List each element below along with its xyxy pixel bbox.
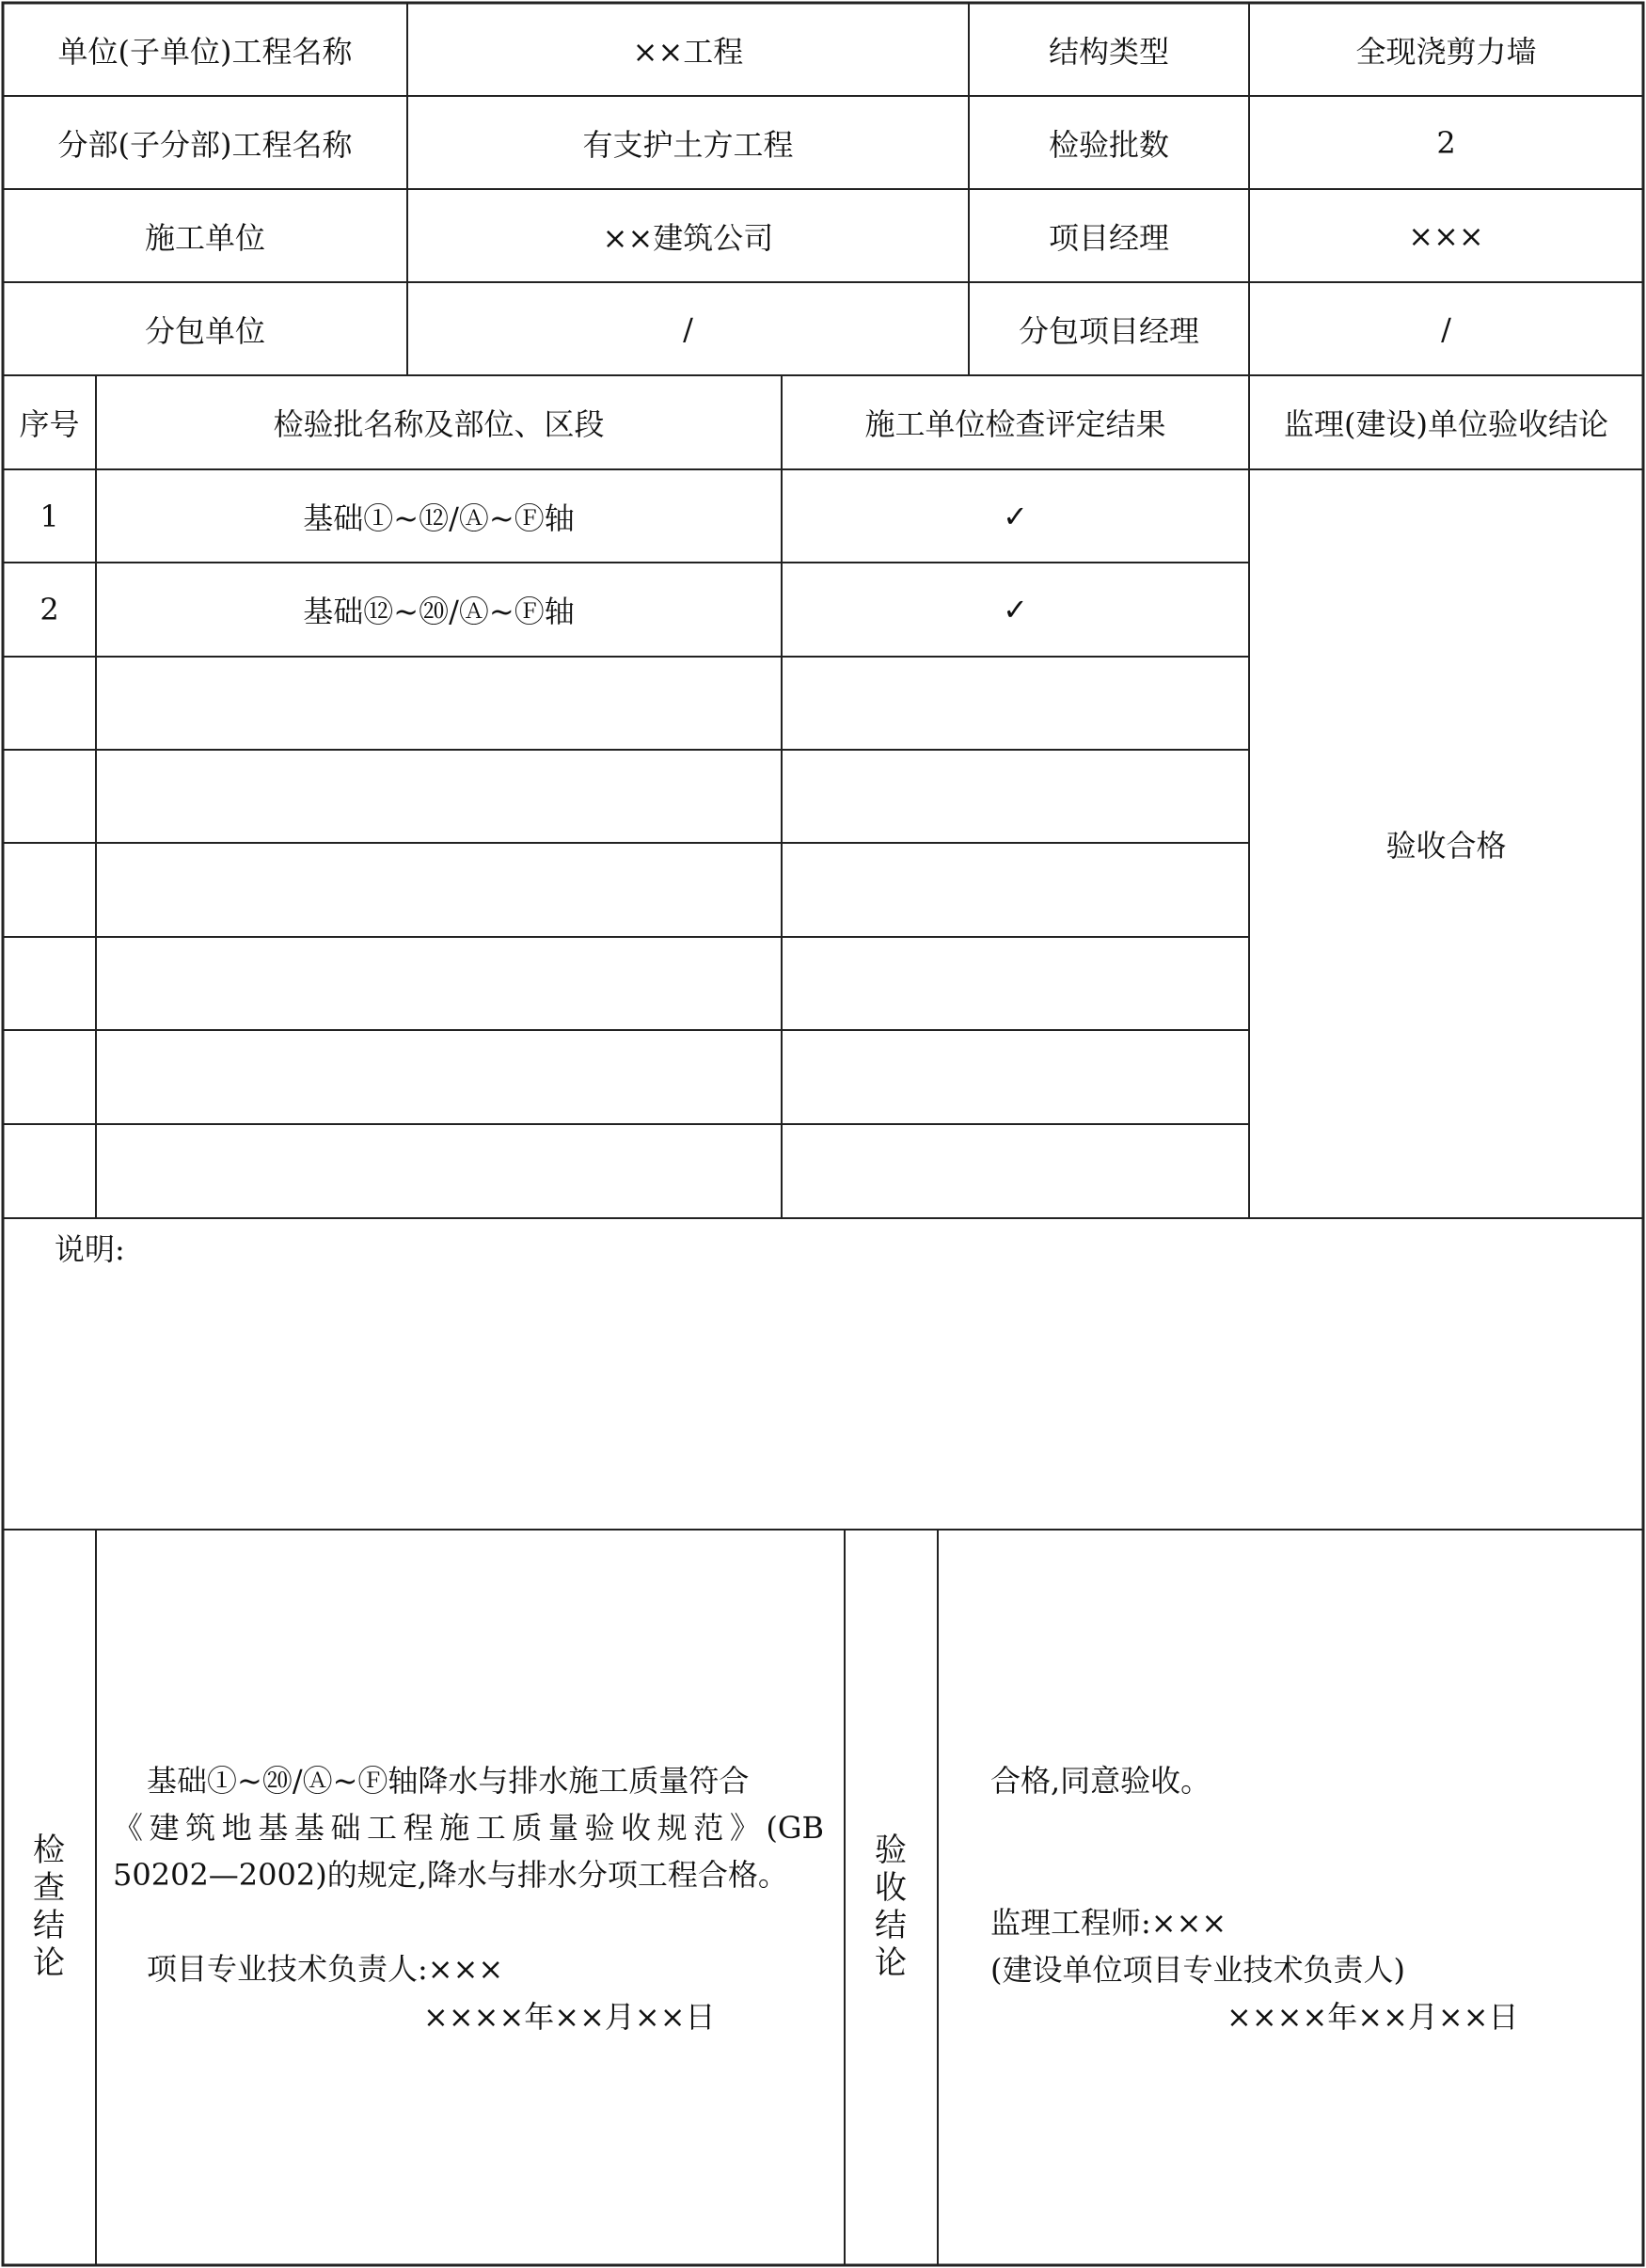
row-5-name	[96, 843, 782, 937]
inspection-signer: 项目专业技术负责人:×××	[147, 1951, 504, 1987]
row-5-seq	[3, 843, 96, 937]
column-header-seq: 序号	[19, 406, 80, 442]
column-header-supervisor-conclusion: 监理(建设)单位验收结论	[1284, 406, 1608, 442]
row-4-seq	[3, 750, 96, 843]
row-2-seq: 2	[40, 592, 59, 627]
row-3-seq	[3, 657, 96, 750]
division-value: 有支护土方工程	[582, 126, 794, 163]
row-4-name	[96, 750, 782, 843]
inspection-date: ××××年××月××日	[423, 1999, 716, 2035]
row-5-result	[782, 843, 1249, 937]
supervisor-result: 验收合格	[1385, 828, 1507, 864]
row-2-name: 基础⑫~⑳/Ⓐ~Ⓕ轴	[303, 594, 575, 629]
row-7-name	[96, 1030, 782, 1124]
unit-project-label: 单位(子单位)工程名称	[57, 33, 353, 70]
inspection-text	[113, 1757, 824, 1898]
contractor-label: 施工单位	[144, 219, 265, 256]
acceptance-text: 合格,同意验收。	[990, 1763, 1211, 1799]
inspection-label: 检查结论	[33, 1832, 65, 1982]
row-7-seq	[3, 1030, 96, 1124]
row-3-result	[782, 657, 1249, 750]
acceptance-label: 验收结论	[875, 1832, 907, 1982]
inspection-line-3: 50202—2002)的规定,降水与排水分项工程合格。	[113, 1857, 788, 1893]
row-8-result	[782, 1124, 1249, 1218]
column-header-batch-name: 检验批名称及部位、区段	[273, 406, 605, 442]
row-6-result	[782, 937, 1249, 1030]
note-label: 说明:	[55, 1231, 125, 1267]
batch-count-value: 2	[1436, 124, 1456, 161]
structure-type-value: 全现浇剪力墙	[1355, 33, 1537, 70]
sub-manager-value: /	[1441, 310, 1451, 347]
column-header-contractor-result: 施工单位检查评定结果	[864, 406, 1166, 442]
row-6-name	[96, 937, 782, 1030]
inspection-line-1: 基础①~⑳/Ⓐ~Ⓕ轴降水与排水施工质量符合	[147, 1763, 750, 1799]
contractor-value: ××建筑公司	[602, 219, 774, 256]
unit-project-value: ××工程	[632, 33, 744, 70]
division-label: 分部(子分部)工程名称	[57, 126, 353, 163]
inspection-line-2: 《建筑地基基础工程施工质量验收规范》(GB	[113, 1810, 824, 1846]
acceptance-engineer-note: (建设单位项目专业技术负责人)	[990, 1952, 1405, 1988]
structure-type-label: 结构类型	[1048, 33, 1169, 70]
row-1-name: 基础①~⑫/Ⓐ~Ⓕ轴	[303, 500, 575, 536]
manager-label: 项目经理	[1048, 219, 1169, 256]
row-8-seq	[3, 1124, 96, 1218]
row-8-name	[96, 1124, 782, 1218]
acceptance-engineer: 监理工程师:×××	[990, 1905, 1227, 1941]
row-1-result: ✓	[1003, 498, 1028, 534]
sub-manager-label: 分包项目经理	[1018, 312, 1199, 349]
row-2-result: ✓	[1003, 592, 1028, 627]
row-4-result	[782, 750, 1249, 843]
subcontractor-value: /	[683, 310, 693, 347]
subcontractor-label: 分包单位	[144, 312, 265, 349]
row-1-seq: 1	[40, 498, 59, 534]
manager-value: ×××	[1408, 217, 1484, 254]
row-6-seq	[3, 937, 96, 1030]
row-3-name	[96, 657, 782, 750]
row-7-result	[782, 1030, 1249, 1124]
batch-count-label: 检验批数	[1048, 126, 1169, 163]
acceptance-date: ××××年××月××日	[1227, 1999, 1519, 2035]
